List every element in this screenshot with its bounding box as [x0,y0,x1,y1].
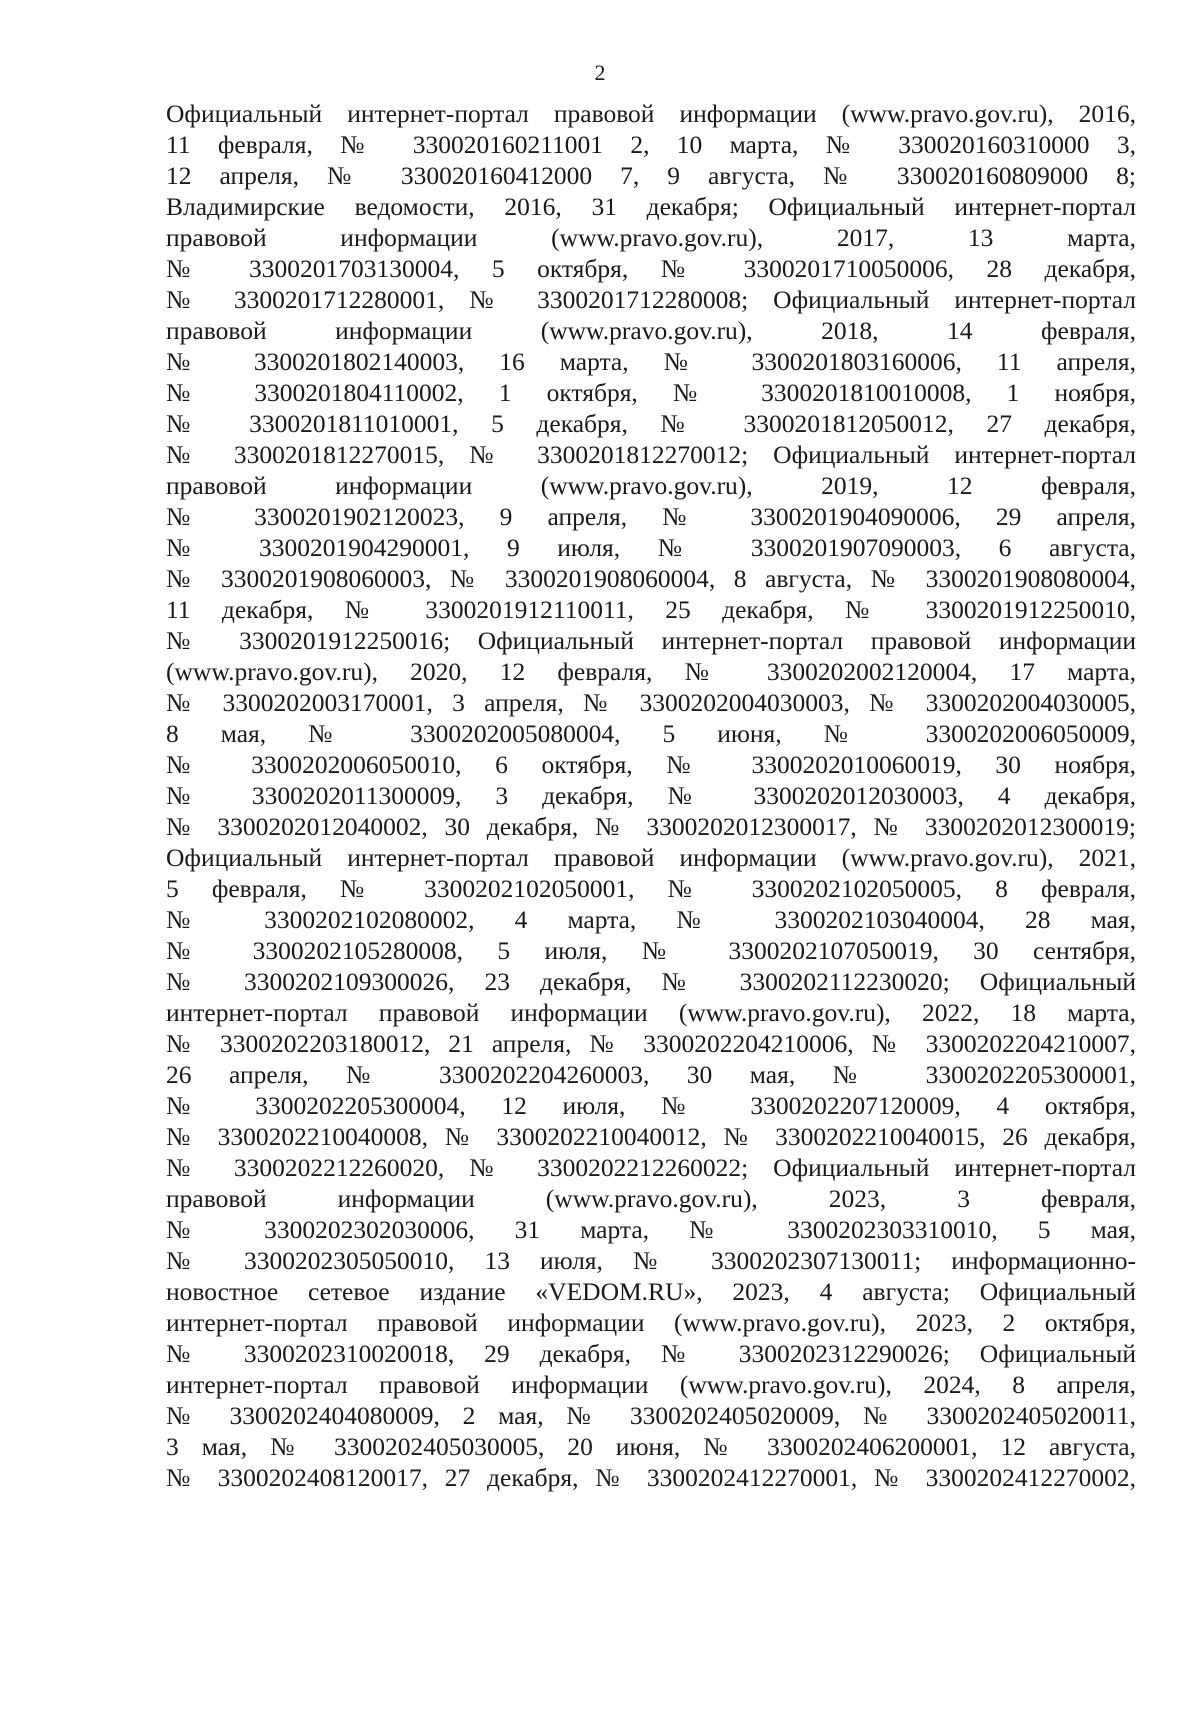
text-line: № 3300201812270015, № 3300201812270012; Официальный интернет-портал [166,440,1136,469]
text-line: № 3300201902120023, 9 апреля, № 3300201904090006, 29 апреля, [166,502,1136,531]
text-line: № 3300202102080002, 4 марта, № 3300202103040004, 28 мая, [166,905,1136,934]
text-line: № 3300202210040008, № 3300202210040012, № 3300202210040015, 26 декабря, [166,1122,1136,1151]
text-line: 26 апреля, № 3300202204260003, 30 мая, № 3300202205300001, [166,1060,1136,1089]
text-line: № 3300202305050010, 13 июля, № 3300202307130011; информационно- [166,1246,1136,1275]
text-line: № 3300201904290001, 9 июля, № 3300201907090003, 6 августа, [166,533,1136,562]
document-body [166,98,1136,1493]
text-line: Официальный интернет-портал правовой информации (www.pravo.gov.ru), 2021, [166,843,1136,872]
text-line: № 3300201908060003, № 3300201908060004, 8 августа, № 3300201908080004, [166,564,1136,593]
text-line: 5 февраля, № 3300202102050001, № 3300202102050005, 8 февраля, [166,874,1136,903]
text-line: № 3300202105280008, 5 июля, № 3300202107050019, 30 сентября, [166,936,1136,965]
text-line: № 3300202203180012, 21 апреля, № 3300202204210006, № 3300202204210007, [166,1029,1136,1058]
text-line: правовой информации (www.pravo.gov.ru), 2018, 14 февраля, [166,316,1136,345]
text-line: правовой информации (www.pravo.gov.ru), 2023, 3 февраля, [166,1184,1136,1213]
text-line: № 3300201811010001, 5 декабря, № 3300201812050012, 27 декабря, [166,409,1136,438]
text-line: 3 мая, № 3300202405030005, 20 июня, № 3300202406200001, 12 августа, [166,1432,1136,1461]
text-line: правовой информации (www.pravo.gov.ru), 2019, 12 февраля, [166,471,1136,500]
text-line: № 3300202302030006, 31 марта, № 3300202303310010, 5 мая, [166,1215,1136,1244]
text-line: № 3300201703130004, 5 октября, № 3300201710050006, 28 декабря, [166,254,1136,283]
text-line: Владимирские ведомости, 2016, 31 декабря; Официальный интернет-портал [166,192,1136,221]
text-line: 8 мая, № 3300202005080004, 5 июня, № 3300202006050009, [166,719,1136,748]
text-line: № 3300202404080009, 2 мая, № 3300202405020009, № 3300202405020011, [166,1401,1136,1430]
text-line: № 3300201802140003, 16 марта, № 3300201803160006, 11 апреля, [166,347,1136,376]
text-line: интернет-портал правовой информации (www.pravo.gov.ru), 2024, 8 апреля, [166,1370,1136,1399]
text-line: № 3300202011300009, 3 декабря, № 3300202012030003, 4 декабря, [166,781,1136,810]
text-line: новостное сетевое издание «VEDOM.RU», 2023, 4 августа; Официальный [166,1277,1136,1306]
text-line: 11 февраля, № 330020160211001 2, 10 марта, № 330020160310000 3, [166,130,1136,159]
text-line: № 3300202012040002, 30 декабря, № 3300202012300017, № 3300202012300019; [166,812,1136,841]
text-line: № 3300202205300004, 12 июля, № 3300202207120009, 4 октября, [166,1091,1136,1120]
text-line: № 3300202003170001, 3 апреля, № 3300202004030003, № 3300202004030005, [166,688,1136,717]
text-line: № 3300201712280001, № 3300201712280008; Официальный интернет-портал [166,285,1136,314]
text-line: № 3300202006050010, 6 октября, № 3300202010060019, 30 ноября, [166,750,1136,779]
text-line: правовой информации (www.pravo.gov.ru), 2017, 13 марта, [166,223,1136,252]
page-number: 2 [594,60,606,85]
text-line: № 3300202310020018, 29 декабря, № 3300202312290026; Официальный [166,1339,1136,1368]
text-line: Официальный интернет-портал правовой информации (www.pravo.gov.ru), 2016, [166,99,1136,128]
text-line: интернет-портал правовой информации (www.pravo.gov.ru), 2022, 18 марта, [166,998,1136,1027]
text-line: № 3300201804110002, 1 октября, № 3300201810010008, 1 ноября, [166,378,1136,407]
text-line: интернет-портал правовой информации (www.pravo.gov.ru), 2023, 2 октября, [166,1308,1136,1337]
text-line: 12 апреля, № 330020160412000 7, 9 августа, № 330020160809000 8; [166,161,1136,190]
text-line: (www.pravo.gov.ru), 2020, 12 февраля, № 3300202002120004, 17 марта, [166,657,1136,686]
text-line: № 3300202408120017, 27 декабря, № 3300202412270001, № 3300202412270002, [166,1463,1136,1492]
text-line: № 3300202212260020, № 3300202212260022; Официальный интернет-портал [166,1153,1136,1182]
text-line: № 3300201912250016; Официальный интернет-портал правовой информации [166,626,1136,655]
text-line: № 3300202109300026, 23 декабря, № 3300202112230020; Официальный [166,967,1136,996]
text-line: 11 декабря, № 3300201912110011, 25 декабря, № 3300201912250010, [166,595,1136,624]
